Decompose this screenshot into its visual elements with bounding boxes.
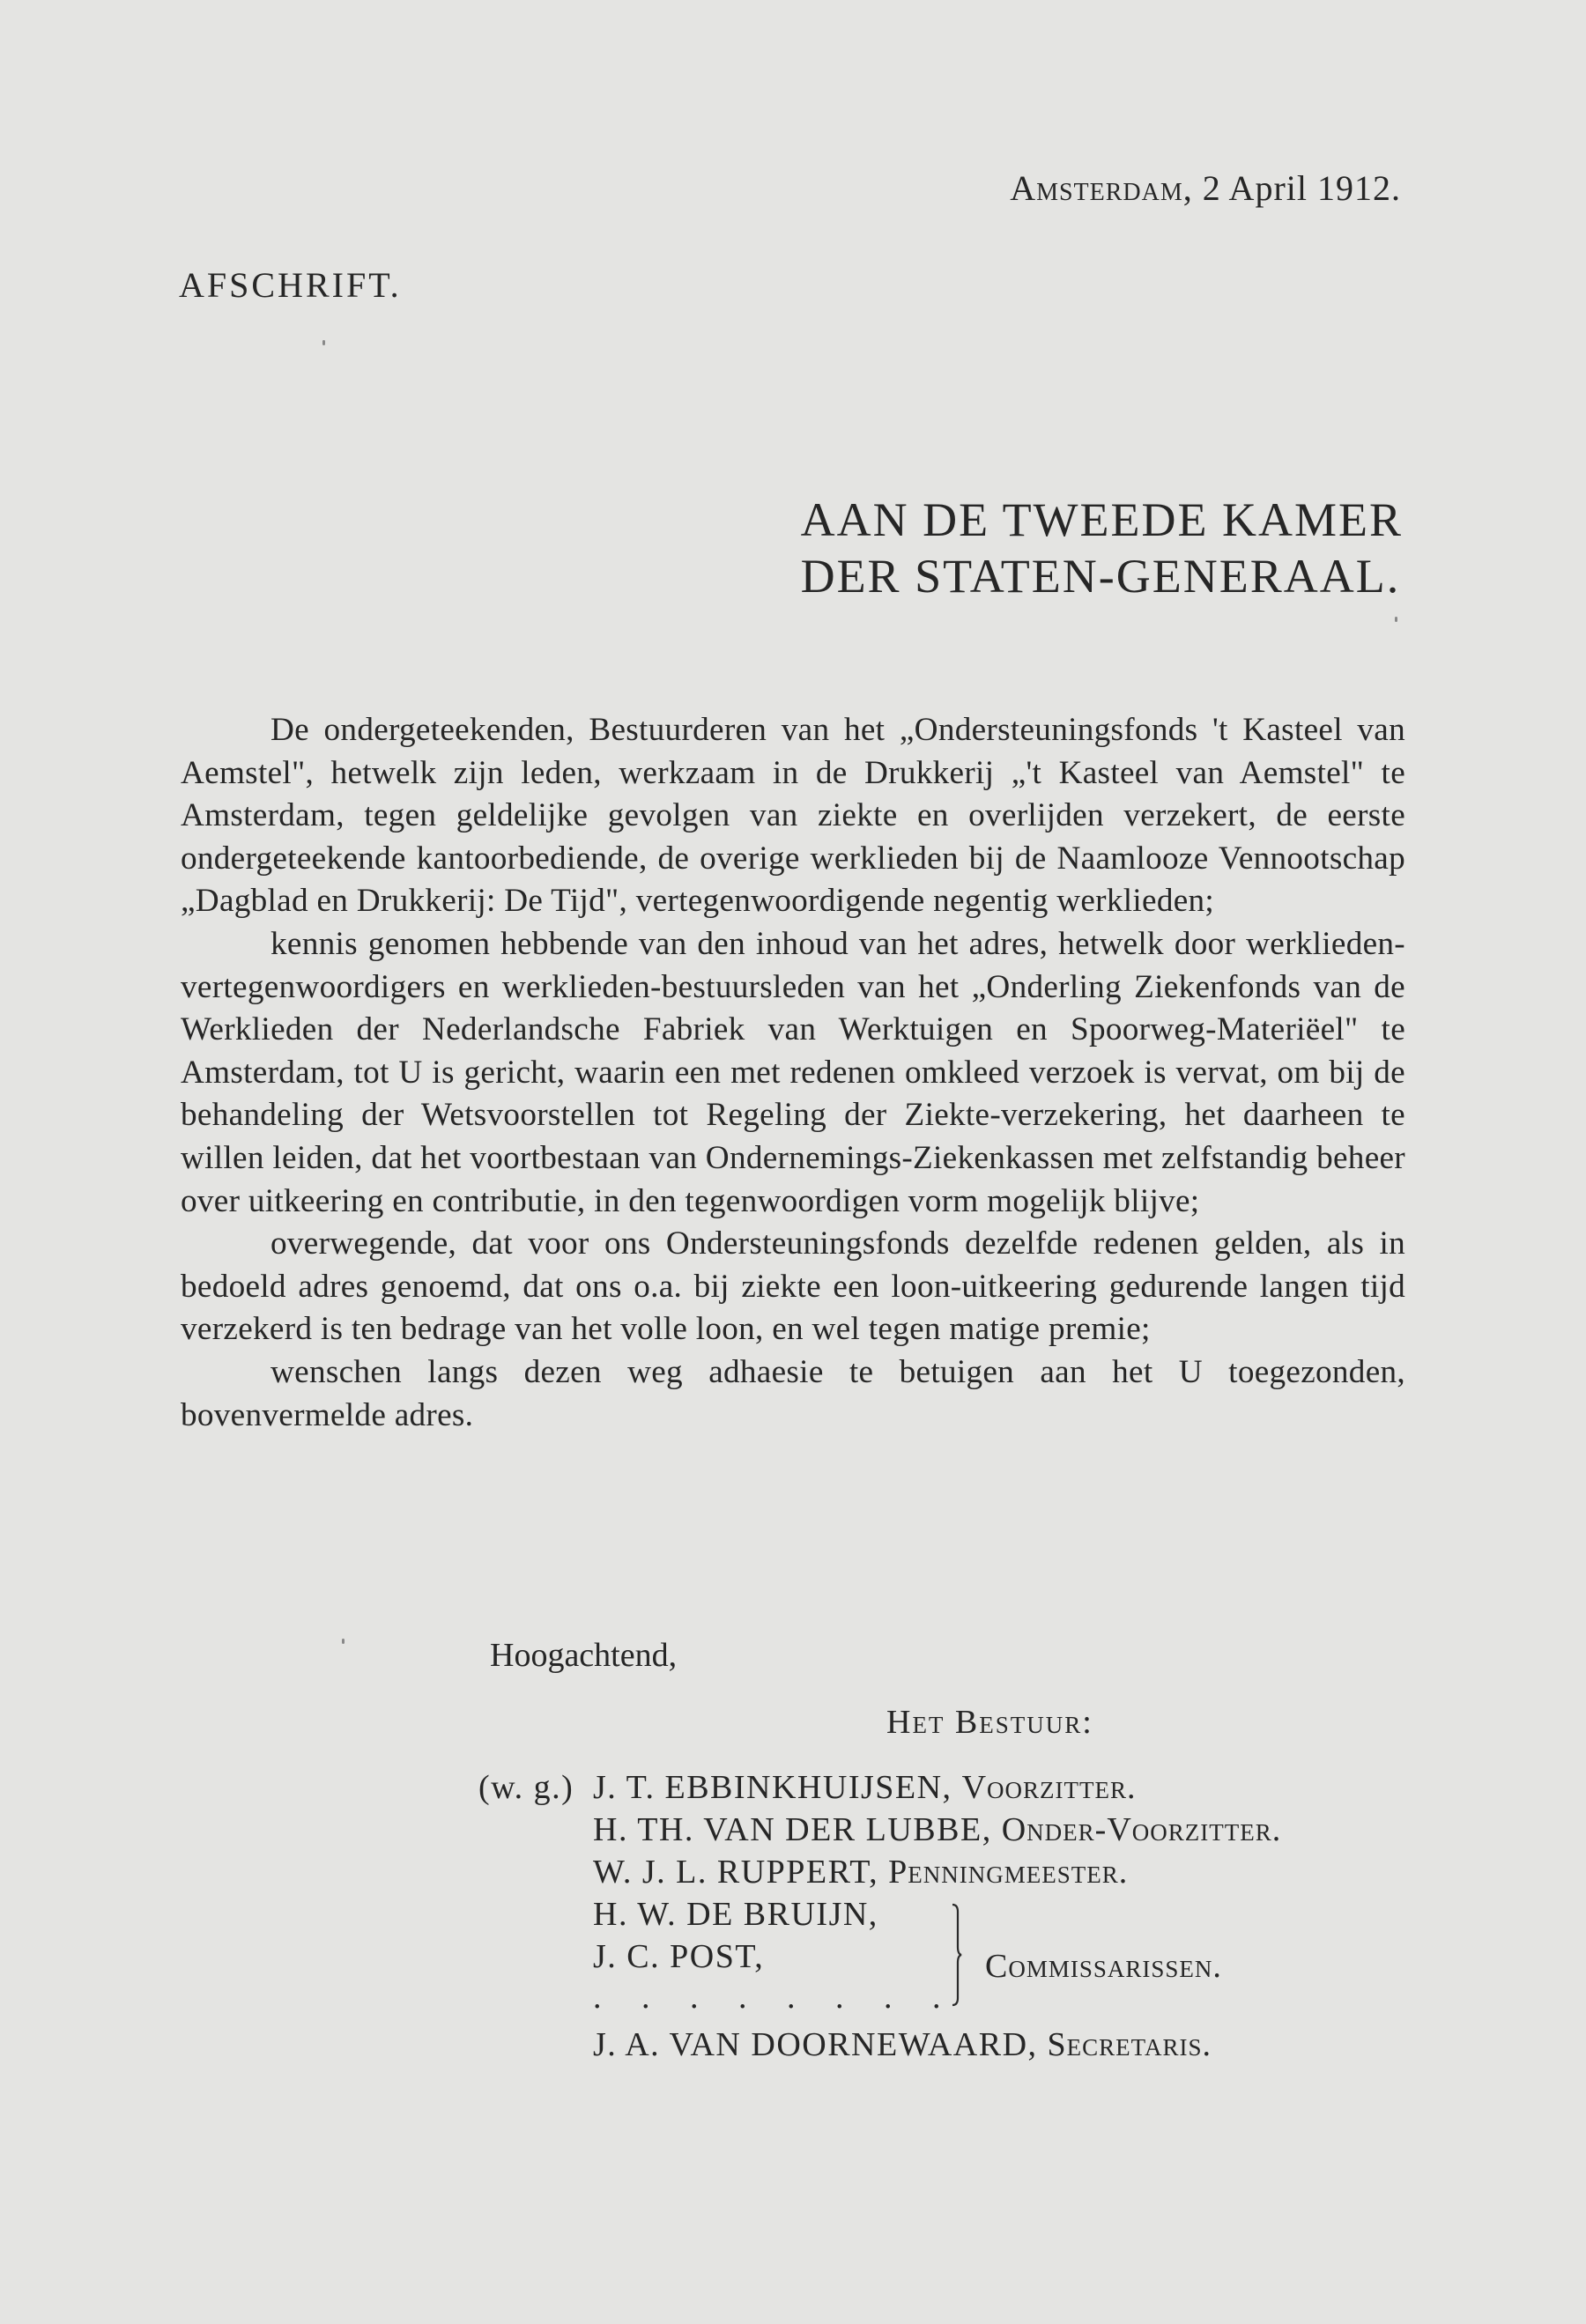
signatory-name: H. TH. VAN DER LUBBE, xyxy=(593,1811,992,1848)
signatory-title: Secretaris. xyxy=(1047,2026,1212,2063)
signatory-title: Penningmeester. xyxy=(888,1854,1129,1891)
board-heading: Het Bestuur: xyxy=(886,1704,1093,1741)
recipient-block xyxy=(801,492,1403,604)
wg-mark: (w. g.) xyxy=(478,1769,574,1806)
recipient-line-2: DER STATEN-GENERAAL. xyxy=(800,550,1401,603)
body-paragraph: overwegende, dat voor ons Ondersteuningsfonds dezelfde redenen gelden, als in bedoeld adres genoemd, dat ons o.a. bij ziekte een loon-uitkeering gedurende langen tijd verzekerd is ten bedrage van het volle loon, en wel tegen matige premie; xyxy=(181,1225,1405,1348)
signatory-name: J. C. POST, xyxy=(593,1938,765,1975)
signatory-vice-chairman xyxy=(593,1810,1281,1849)
paper-speck xyxy=(1395,617,1397,622)
signatory-secretary xyxy=(593,2025,1212,2064)
afschrift-heading: AFSCHRIFT. xyxy=(179,265,402,305)
body-paragraph: De ondergeteekenden, Bestuurderen van het „Ondersteuningsfonds 't Kasteel van Aemstel", hetwelk zijn leden, werkzaam in de Drukkerij „'t Kasteel van Aemstel" te Amsterdam, tegen geldelijke gevolgen van ziekte en overlijden verzekert, de eerste ondergeteekende kantoorbediende, de overige werklieden bij de Naamlooze Vennootschap „Dagblad en Drukkerij: De Tijd", vertegenwoordigende negentig werklieden; xyxy=(181,712,1405,920)
signatory-title: Onder-Voorzitter. xyxy=(1001,1811,1282,1848)
paper-speck xyxy=(342,1639,345,1644)
dotted-placeholder: . . . . . . . . xyxy=(593,1979,957,2016)
signatory-chairman xyxy=(593,1768,1136,1807)
closing-greeting: Hoogachtend, xyxy=(490,1637,678,1674)
signatory-name: W. J. L. RUPPERT, xyxy=(593,1854,879,1891)
recipient-line-1: AAN DE TWEEDE KAMER xyxy=(800,493,1403,546)
brace-icon xyxy=(950,1903,962,2007)
signatory-commissioner xyxy=(593,1895,878,1934)
signatory-name: J. A. VAN DOORNEWAARD, xyxy=(593,2026,1038,2063)
signatory-commissioner xyxy=(593,1937,764,1976)
signatory-name: H. W. DE BRUIJN, xyxy=(593,1896,878,1933)
signatory-treasurer xyxy=(593,1853,1128,1891)
body-paragraph: kennis genomen hebbende van den inhoud van het adres, hetwelk door werklieden-vertegenwoordigers en werklieden-bestuursleden van het „Onderling Ziekenfonds van de Werklieden der Nederlandsche Fabriek van Werktuigen en Spoorweg-Materiëel" te Amsterdam, tot U is gericht, waarin een met redenen omkleed verzoek is vervat, om bij de behandeling der Wetsvoorstellen tot Regeling der Ziekte-verzekering, het daarheen te willen leiden, dat het voortbestaan van Ondernemings-Ziekenkassen met zelfstandig beheer over uitkeering en contributie, in den tegenwoordigen vorm mogelijk blijve; xyxy=(181,925,1405,1219)
dateline xyxy=(1010,167,1401,209)
signatory-title: Voorzitter. xyxy=(961,1769,1137,1806)
date-text: , 2 April 1912. xyxy=(1182,168,1401,208)
place-name: Amsterdam xyxy=(1010,168,1183,208)
paper-speck xyxy=(322,340,325,345)
signatory-name: J. T. EBBINKHUIJSEN, xyxy=(593,1769,952,1806)
body-paragraph: wenschen langs dezen weg adhaesie te betuigen aan het U toegezonden, bovenvermelde adres. xyxy=(181,1353,1405,1433)
letter-body xyxy=(181,709,1405,1437)
commissioners-title: Commissarissen. xyxy=(985,1948,1222,1985)
